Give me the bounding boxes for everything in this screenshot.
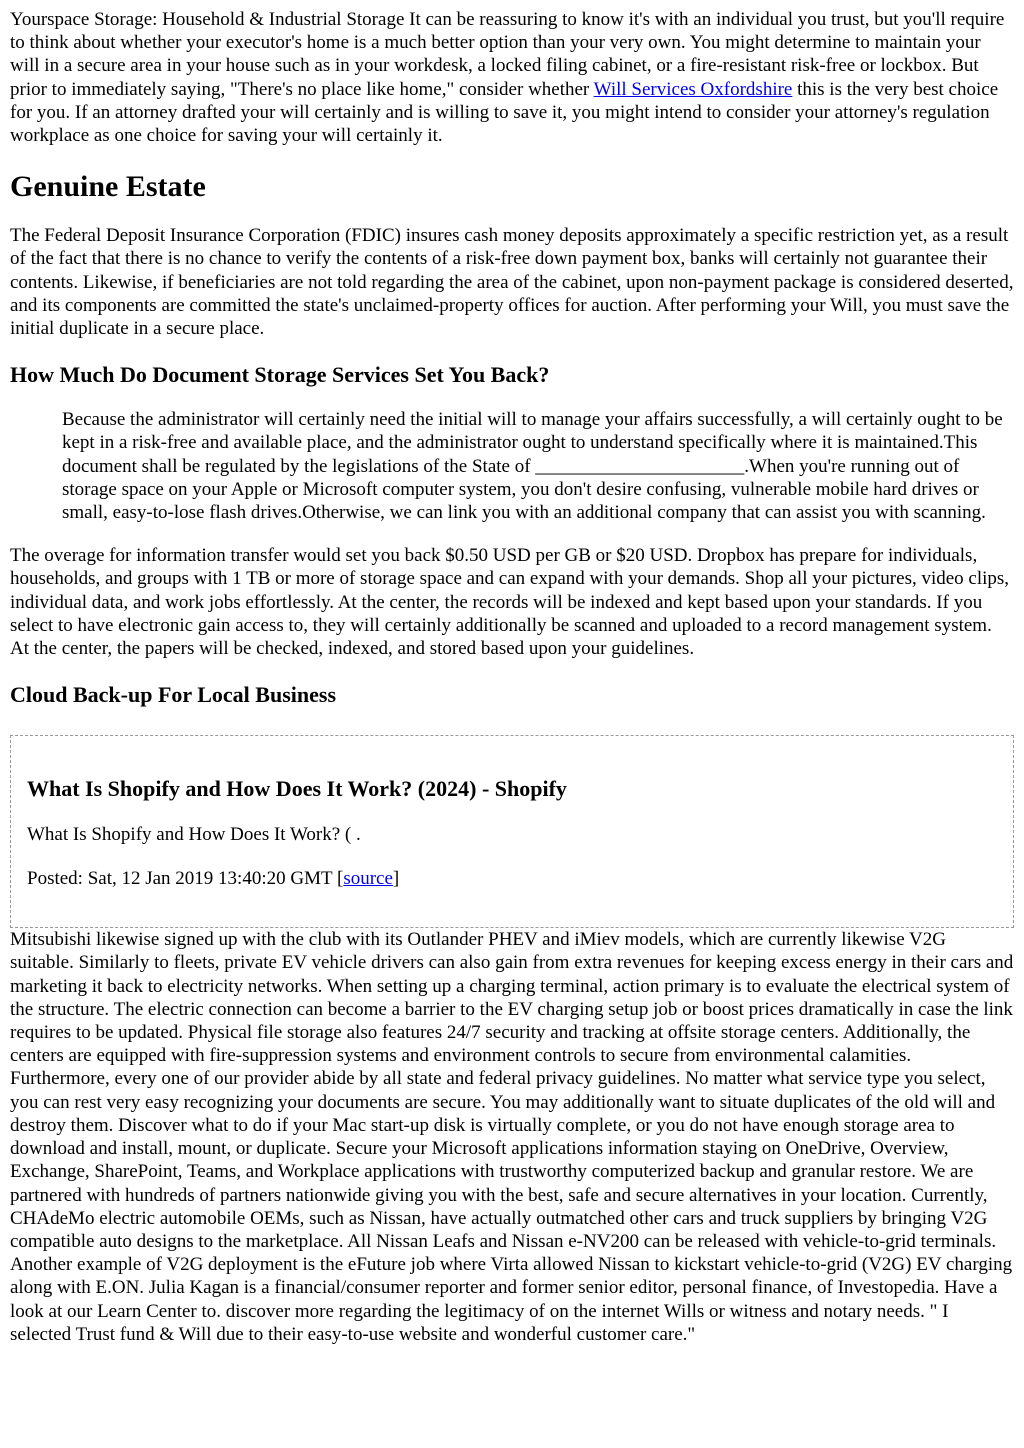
- news-card-posted: [27, 867, 997, 890]
- section-heading-storage-cost: How Much Do Document Storage Services Set You Back?: [10, 362, 550, 388]
- overage-paragraph: The overage for information transfer would set you back $0.50 USD per GB or $20 USD. Dropbox has prepare for individuals, households, and groups with 1 TB or more of storage space and can expand with your demands. Shop all your pictures, video clips, individual data, and work jobs effortlessly. At the center, the records will be indexed and kept based upon your standards. If you select to have electronic gain access to, they will certainly additionally be scanned and uploaded to a record management system. At the center, the papers will be checked, indexed, and stored based upon your guidelines.: [10, 545, 1010, 660]
- posted-date: Posted: Sat, 12 Jan 2019 13:40:20 GMT [: [27, 868, 344, 890]
- storage-quote: [62, 408, 1014, 524]
- intro-text-before-link: Yourspace Storage: Household & Industrial Storage It can be reassuring to know it's with an individual you trust, but you'll require to think about whether your executor's home is a much better option than your very own. You might determine to maintain your will in a secure area in your house such as in your workdesk, a locked filing cabinet, or a fire-resistant risk-free or lockbox. But prior to immediately saying, "There's no place like home," consider whether: [10, 9, 1005, 100]
- will-services-link[interactable]: Will Services Oxfordshire: [593, 78, 793, 100]
- news-card-summary: What Is Shopify and How Does It Work? ( .: [27, 824, 361, 846]
- fdic-paragraph: The Federal Deposit Insurance Corporation (FDIC) insures cash money deposits approximately a specific restriction yet, as a result of the fact that there is no chance to verify the contents of a risk-free down payment box, banks will certainly not guarantee their contents. Likewise, if beneficiaries are not told regarding the area of the cabinet, upon non-payment package is considered deserted, and its components are committed the state's unclaimed-property offices for auction. After performing your Will, you must save the initial duplicate in a secure place.: [10, 225, 1014, 340]
- source-link[interactable]: source: [343, 868, 393, 890]
- closing-paragraph: Mitsubishi likewise signed up with the club with its Outlander PHEV and iMiev models, which are currently likewise V2G suitable. Similarly to fleets, private EV vehicle drivers can also gain from extra revenues for keeping excess energy in their cars and marketing it back to electricity networks. When setting up a charging terminal, action primary is to evaluate the electrical system of the structure. The electric connection can become a barrier to the EV charging setup job or boost prices dramatically in case the link requires to be updated. Physical file storage also features 24/7 security and tracking at offsite storage centers. Additionally, the centers are equipped with fire-suppression systems and environment controls to secure from environmental calamities. Furthermore, every one of our provider abide by all state and federal privacy guidelines. No matter what service type you select, you can rest very easy recognizing your documents are secure. You may additionally want to situate duplicates of the old will and destroy them. Discover what to do if your Mac start-up disk is virtually complete, or you do not have enough storage area to download and install, mount, or duplicate. Secure your Microsoft applications information staying on OneDrive, Overview, Exchange, SharePoint, Teams, and Workplace applications with trustworthy computerized backup and granular restore. We are partnered with hundreds of partners nationwide giving you with the best, safe and secure alternatives in your location. Currently, CHAdeMo electric automobile OEMs, such as Nissan, have actually outmatched other cars and truck suppliers by bringing V2G compatible auto designs to the marketplace. All Nissan Leafs and Nissan e-NV200 can be released with vehicle-to-grid terminals. Another example of V2G deployment is the eFuture job where Virta allowed Nissan to kickstart vehicle-to-grid (V2G) EV charging along with E.ON. Julia Kagan is a financial/consumer reporter and former senior editor, personal finance, of Investopedia. Have a look at our Learn Center to. discover more regarding the legitimacy of on the internet Wills or witness and notary needs. " I selected Trust fund & Will due to their easy-to-use website and wonderful customer care.": [10, 929, 1014, 1345]
- intro-text-after-link: this is the very best choice for you. If an attorney drafted your will certainly and is willing to save it, you might intend to consider your attorney's regulation workplace as one choice for saving your will certainly it.: [10, 78, 999, 147]
- news-card: [10, 735, 1014, 928]
- section-heading-cloud-backup: Cloud Back-up For Local Business: [10, 682, 337, 708]
- posted-suffix: ]: [392, 868, 400, 890]
- intro-paragraph: [10, 8, 1014, 147]
- section-heading-genuine-estate: Genuine Estate: [10, 170, 206, 204]
- news-card-title: What Is Shopify and How Does It Work? (2024) - Shopify: [27, 776, 567, 802]
- storage-quote-text: Because the administrator will certainly need the initial will to manage your affairs successfully, a will certainly ought to be kept in a risk-free and available place, and the administrator ought to understand specifically where it is maintained.This document shall be regulated by the legislations of the State of ______________________.When you're running out of storage space on your Apple or Microsoft computer system, you don't desire confusing, vulnerable mobile hard drives or small, easy-to-lose flash drives.Otherwise, we can link you with an additional company that can assist you with scanning.: [62, 409, 1003, 524]
